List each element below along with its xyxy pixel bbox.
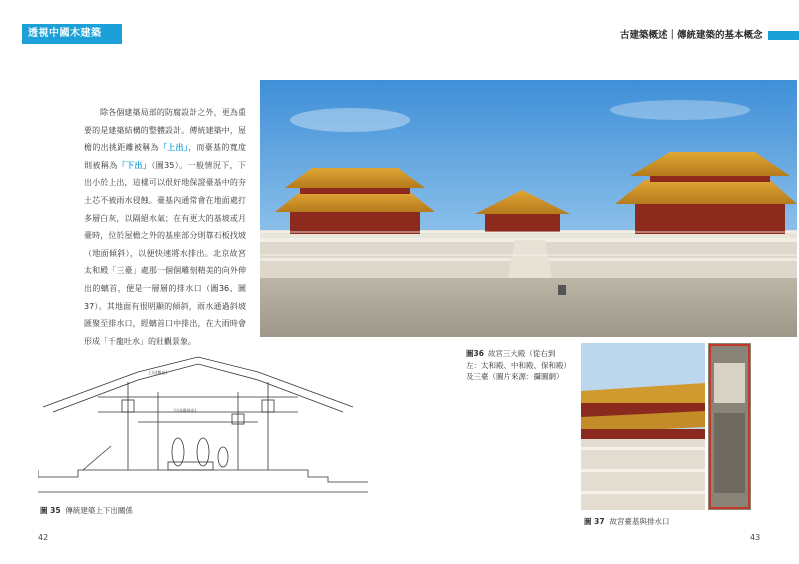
page-number-left: 42 [38, 533, 49, 542]
figure-35-caption [40, 505, 133, 516]
section-drawing-figure-35 [38, 352, 368, 500]
body-text-segment: 除各個建築局部的防腐設計之外，更為重要的是建築結構的整體設計。傳統建築中，屋檐的出挑距離被稱為 [84, 108, 246, 153]
highlight-lower-overhang: 「下出」 [117, 160, 152, 170]
body-text [84, 104, 246, 350]
figure-35-text: 傳統建築上下出關係 [65, 506, 133, 515]
chapter-title: 古建築概述｜傳統建築的基本概念 [620, 30, 763, 41]
drawing-label-upper: 上出(檐出) [148, 370, 168, 375]
figure-37-text: 故宮臺基與排水口 [609, 517, 670, 526]
figure-37-number: 圖 37 [584, 517, 605, 526]
body-paragraph [84, 104, 246, 350]
figure-36-text: 故宮三大殿（從右到左：太和殿、中和殿、保和殿）及三臺（圖片來源：攝圖網） [466, 349, 568, 381]
book-title: 透視中國木建築 [28, 28, 102, 39]
figure-36-caption [466, 348, 570, 383]
drawing-label-lower: 下出(臺基出) [173, 408, 197, 413]
photo-palace-terrace [581, 343, 705, 510]
photo-forbidden-city-halls [260, 80, 797, 337]
body-text-segment: （圖35）。一般情況下，下出小於上出，這樣可以很好地保證臺基中的夯土芯不被雨水侵蝕。臺基內通常會在地面處打多層白灰，以隔絕水氣；在有更大的基坡或月臺時，位於屋檐之外的基座部分則靠石板找坡（地面傾斜），以便快速將水排出。北京故宮太和殿「三臺」處那一個個雕刻精美的向外伸出的螭首，便是一層層的排水口（圖36、圖37）。其地面有很明顯的傾斜，雨水通過斜坡匯聚至排水口，經螭首口中排出，在大雨時會形成「千龍吐水」的壯觀景象。 [84, 160, 247, 346]
body-text-segment: ，而臺基的寬度則被稱為 [84, 143, 247, 170]
figure-35-number: 圖 35 [40, 506, 61, 515]
page-number-right: 43 [750, 533, 761, 542]
figure-36-number: 圖36 [466, 349, 484, 358]
photo-drain-spout [708, 343, 751, 510]
highlight-upper-overhang: 「上出」 [158, 143, 189, 153]
header-right-band [768, 31, 799, 40]
figure-37-caption [584, 516, 669, 527]
